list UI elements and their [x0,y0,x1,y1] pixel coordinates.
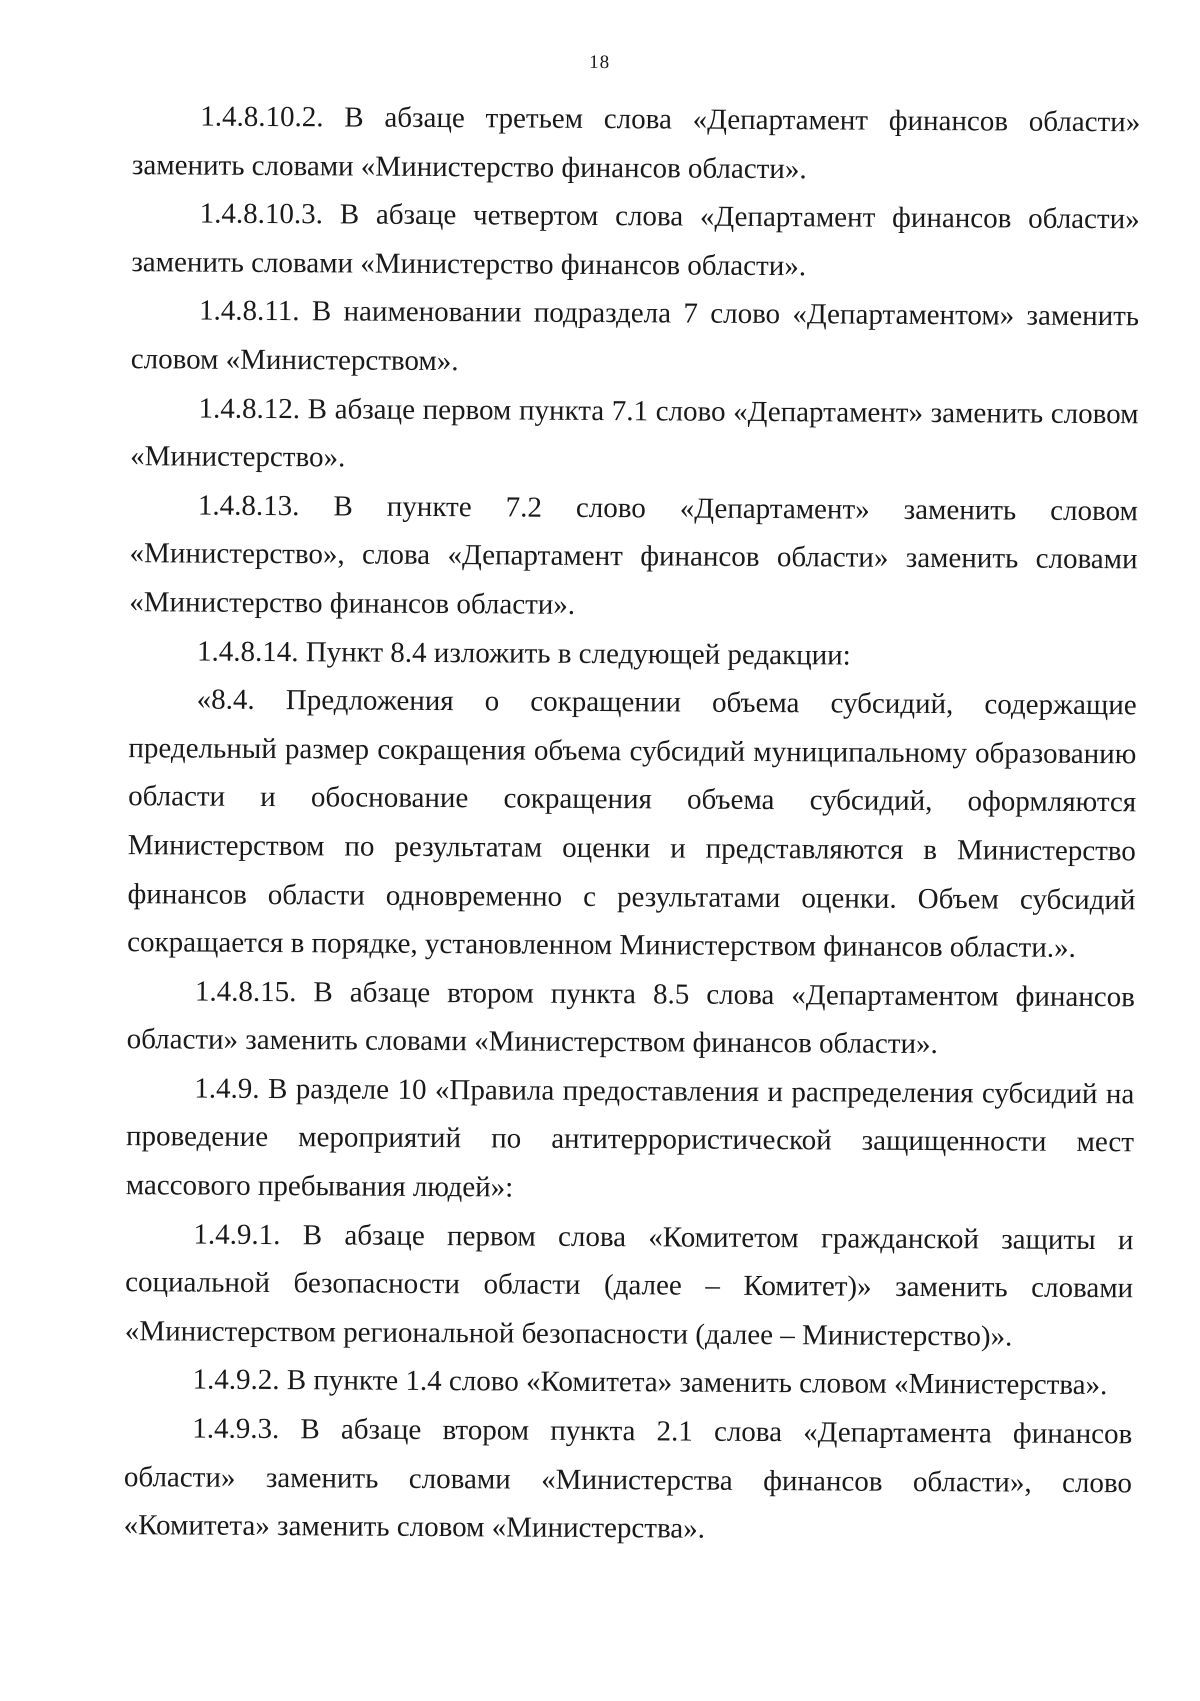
quoted-paragraph: «8.4. Предложения о сокращении объема субсидий, содержащие предельный размер сокращения объема субсидий муниципальному образованию области и обоснование сокращения объема субсидий, оформляются Министерством по результатам оценки и представляются в Министерство финансов области одновременно с результатами оценки. Объем субсидий сокращается в порядке, установленном Министерством финансов области.». [127,683,1137,965]
paragraph: 1.4.8.14. Пункт 8.4 изложить в следующей редакции: [196,635,851,672]
document-body [124,92,1141,1556]
paragraph: 1.4.8.10.3. В абзаце четвертом слова «Департамент финансов области» заменить словами «Министерство финансов области». [131,197,1140,283]
paragraph: 1.4.9.1. В абзаце первом слова «Комитетом гражданской защиты и социальной безопасности области (далее – Комитет)» заменить словами «Министерством региональной безопасности (далее – Министерство)». [124,1218,1134,1353]
paragraph: 1.4.8.13. В пункте 7.2 слово «Департамент» заменить словом «Министерство», слова «Департамент финансов области» заменить словами «Министерство финансов области». [129,489,1138,621]
paragraph: 1.4.9.3. В абзаце втором пункта 2.1 слова «Департамента финансов области» заменить словами «Министерства финансов области», слово «Комитета» заменить словом «Министерства». [123,1412,1133,1545]
paragraph: 1.4.8.15. В абзаце втором пункта 8.5 слова «Департаментом финансов области» заменить словами «Министерством финансов области». [126,975,1136,1061]
paragraph: 1.4.8.12. В абзаце первом пункта 7.1 слово «Департамент» заменить словом «Министерство». [130,392,1139,474]
paragraph: 1.4.9.2. В пункте 1.4 слово «Комитета» заменить словом «Министерства». [192,1363,1108,1402]
paragraph: 1.4.8.10.2. В абзаце третьем слова «Департамент финансов области» заменить словами «Министерство финансов области». [131,100,1141,185]
paragraph: 1.4.8.11. В наименовании подраздела 7 слово «Департаментом» заменить словом «Министерством». [130,294,1140,378]
page-number: 18 [589,51,611,74]
paragraph: 1.4.9. В разделе 10 «Правила предоставления и распределения субсидий на проведение мероприятий по антитеррористической защищенности мест массового пребывания людей»: [125,1072,1135,1204]
